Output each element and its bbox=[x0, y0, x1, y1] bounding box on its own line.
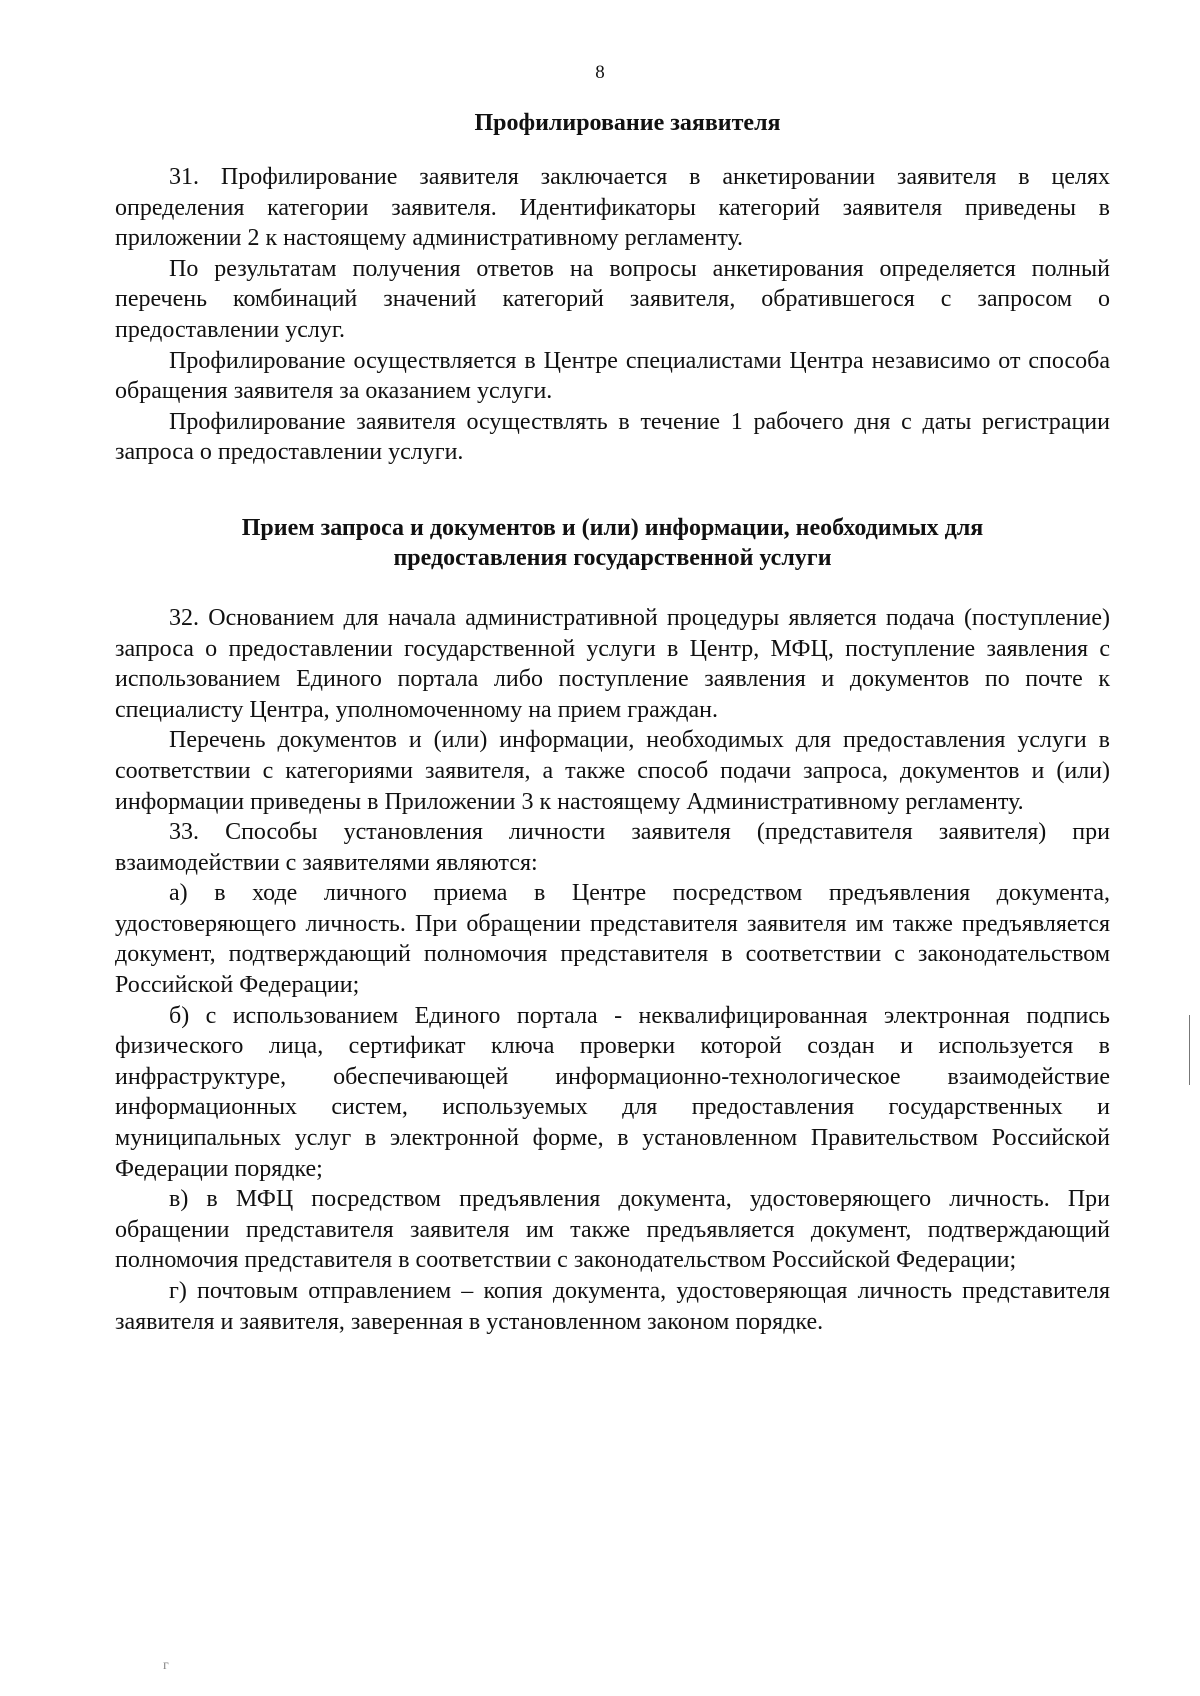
paragraph-33: 33. Способы установления личности заявителя (представителя заявителя) при взаимодействии с заявителями являются: bbox=[115, 819, 1110, 876]
paragraph-31: 31. Профилирование заявителя заключается в анкетировании заявителя в целях определения категории заявителя. Идентификаторы категорий заявителя приведены в приложении 2 к настоящему административному регламенту. bbox=[115, 164, 1110, 252]
paragraph-profiling-center: Профилирование осуществляется в Центре специалистами Центра независимо от способа обращения заявителя за оказанием услуги. bbox=[115, 347, 1110, 405]
document-body bbox=[115, 108, 1110, 1337]
paragraph-questionnaire-results: По результатам получения ответов на вопросы анкетирования определяется полный перечень комбинаций значений категорий заявителя, обратившегося с запросом о предоставлении услуг. bbox=[115, 255, 1110, 343]
scan-edge-line bbox=[1189, 1015, 1190, 1085]
section-heading-line-2: предоставления государственной услуги bbox=[393, 544, 832, 571]
list-item-v: в) в МФЦ посредством предъявления документа, удостоверяющего личность. При обращении представителя заявителя им также предъявляется документ, подтверждающий полномочия представителя в соответствии с законодательством Российской Федерации; bbox=[115, 1186, 1110, 1274]
scan-mark: г bbox=[163, 1658, 169, 1673]
paragraph-profiling-deadline: Профилирование заявителя осуществлять в течение 1 рабочего дня с даты регистрации запроса о предоставлении услуги. bbox=[115, 408, 1110, 466]
list-item-b: б) с использованием Единого портала - неквалифицированная электронная подпись физического лица, сертификат ключа проверки которой создан и используется в инфраструктуре, обеспечивающей информационно-технологическое взаимодействие информационных систем, используемых для предоставления государственных и муниципальных услуг в электронной форме, в установленном Правительством Российской Федерации порядке; bbox=[115, 1002, 1110, 1182]
section-heading-profiling: Профилирование заявителя bbox=[474, 110, 781, 136]
page-number: 8 bbox=[595, 62, 605, 83]
list-item-g: г) почтовым отправлением – копия документа, удостоверяющая личность представителя заявителя и заявителя, заверенная в установленном законом порядке. bbox=[115, 1278, 1110, 1335]
section-heading-line-1: Прием запроса и документов и (или) информации, необходимых для bbox=[241, 514, 984, 541]
section-heading-request-intake bbox=[115, 513, 1110, 573]
paragraph-documents-list: Перечень документов и (или) информации, необходимых для предоставления услуги в соответствии с категориями заявителя, а также способ подачи запроса, документов и (или) информации приведены в Приложении 3 к настоящему Административному регламенту. bbox=[115, 727, 1110, 815]
list-item-a: а) в ходе личного приема в Центре посредством предъявления документа, удостоверяющего личность. При обращении представителя заявителя им также предъявляется документ, подтверждающий полномочия представителя в соответствии с законодательством Российской Федерации; bbox=[115, 880, 1110, 999]
paragraph-32: 32. Основанием для начала административной процедуры является подача (поступление) запроса о предоставлении государственной услуги в Центр, МФЦ, поступление заявления с использованием Единого портала либо поступление заявления и документов по почте к специалисту Центра, уполномоченному на прием граждан. bbox=[115, 604, 1110, 723]
